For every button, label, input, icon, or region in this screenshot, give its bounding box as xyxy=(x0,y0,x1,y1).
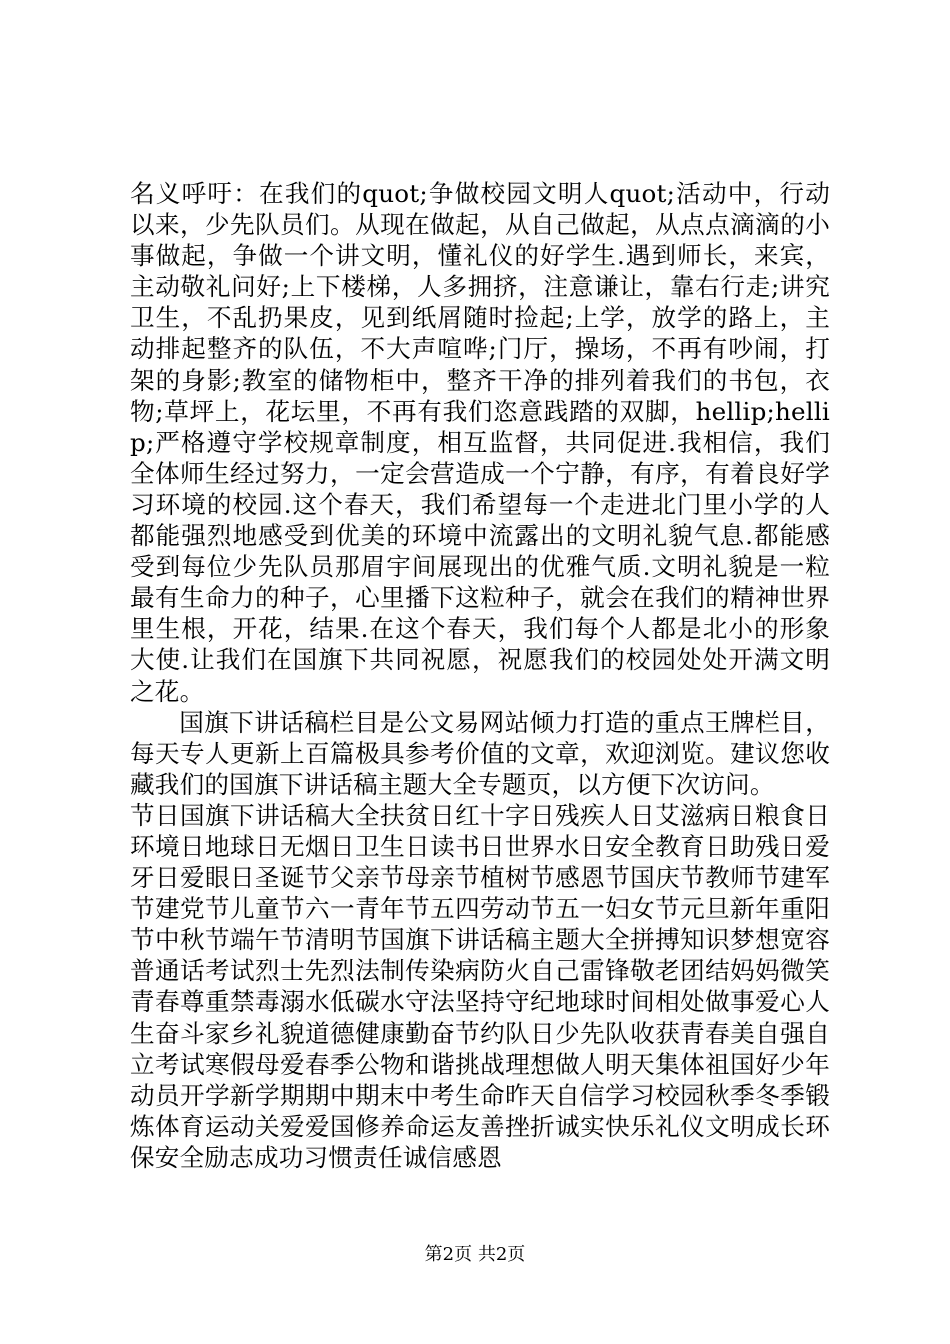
body-paragraph-1: 名义呼吁：在我们的quot;争做校园文明人quot;活动中，行动以来，少先队员们。从现在做起，从自己做起，从点点滴滴的小事做起，争做一个讲文明，懂礼仪的好学生.遇到师长，来宾，主动敬礼问好;上下楼梯，人多拥挤，注意谦让，靠右行走;讲究卫生，不乱扔果皮，见到纸屑随时捡起;上学，放学的路上，主动排起整齐的队伍，不大声喧哗;门厅，操场，不再有吵闹，打架的身影;教室的储物柜中，整齐干净的排列着我们的书包，衣物;草坪上，花坛里，不再有我们恣意践踏的双脚，hellip;hellip;严格遵守学校规章制度，相互监督，共同促进.我相信，我们全体师生经过努力，一定会营造成一个宁静，有序，有着良好学习环境的校园.这个春天，我们希望每一个走进北门里小学的人都能强烈地感受到优美的环境中流露出的文明礼貌气息.都能感受到每位少先队员那眉宇间展现出的优雅气质.文明礼貌是一粒最有生命力的种子，心里播下这粒种子，就会在我们的精神世界里生根，开花，结果.在这个春天，我们每个人都是北小的形象大使.让我们在国旗下共同祝愿，祝愿我们的校园处处开满文明之花。 xyxy=(130,179,830,706)
document-body xyxy=(130,178,830,1173)
body-paragraph-2: 国旗下讲话稿栏目是公文易网站倾力打造的重点王牌栏目，每天专人更新上百篇极具参考价值的文章，欢迎浏览。建议您收藏我们的国旗下讲话稿主题大全专题页，以方便下次访问。 xyxy=(130,707,830,799)
body-paragraph-3: 节日国旗下讲话稿大全扶贫日红十字日残疾人日艾滋病日粮食日环境日地球日无烟日卫生日读书日世界水日安全教育日助残日爱牙日爱眼日圣诞节父亲节母亲节植树节感恩节国庆节教师节建军节建党节儿童节六一青年节五四劳动节五一妇女节元旦新年重阳节中秋节端午节清明节国旗下讲话稿主题大全拼搏知识梦想宽容普通话考试烈士先烈法制传染病防火自己雷锋敬老团结妈妈微笑青春尊重禁毒溺水低碳水守法坚持守纪地球时间相处做事爱心人生奋斗家乡礼貌道德健康勤奋节约队日少先队收获青春美自强自立考试寒假母爱春季公物和谐挑战理想做人明天集体祖国好少年动员开学新学期期中期末中考生命昨天自信学习校园秋季冬季锻炼体育运动关爱爱国修养命运友善挫折诚实快乐礼仪文明成长环保安全励志成功习惯责任诚信感恩 xyxy=(130,800,830,1172)
page-footer: 第2页 共2页 xyxy=(424,1244,526,1265)
